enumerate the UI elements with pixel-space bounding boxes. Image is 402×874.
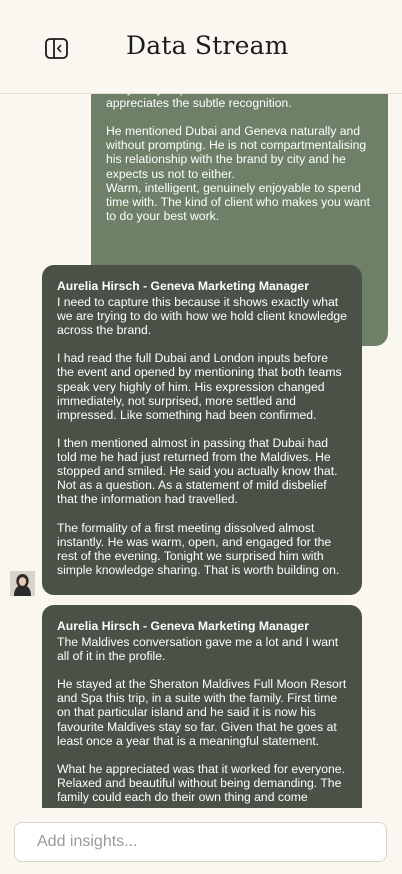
insight-input[interactable]: [14, 822, 387, 862]
message-paragraph: I then mentioned almost in passing that Dubai had told me he had just returned from the Maldives. He stopped and smiled. He said you actually know that. Not as a question. As a statement of mild disbelief that the information had travelled.: [57, 435, 338, 507]
message-paragraph: He mentioned Dubai and Geneva naturally and without prompting. He is not compartmentalising his relationship with the brand by city and he expects us not to either.: [106, 124, 367, 181]
avatar-portrait-icon: [10, 571, 35, 596]
insight-message-bubble: [42, 265, 362, 595]
message-paragraph: He stayed at the Sheraton Maldives Full Moon Resort and Spa this trip, in a suite with the family. First time on that particular island and he said it is now his favourite Maldives stay so far. Given that he goes at least once a year that is a meaningful statement.: [57, 677, 347, 748]
message-paragraph: appreciates the subtle recognition.: [106, 96, 292, 111]
message-paragraph: I need to capture this because it shows exactly what we are trying to do with how we hold client knowledge across the brand.: [57, 295, 347, 338]
sidebar-toggle-icon[interactable]: [44, 37, 70, 61]
message-paragraph: The formality of a first meeting dissolved almost instantly. He was warm, open, and engaged for the rest of the evening. Tonight we surprised him with simple knowledge sharing. That is worth building on.: [57, 520, 340, 577]
message-author: Aurelia Hirsch - Geneva Marketing Manager: [57, 619, 309, 633]
message-feed[interactable]: [0, 94, 402, 808]
message-paragraph: What he appreciated was that it worked for everyone. Relaxed and beautiful without being demanding. The family could each do their own thing and come: [57, 761, 345, 805]
message-paragraph: I had read the full Dubai and London inputs before the event and opened by mentioning that both teams speak very highly of him. His expression changed immediately, not surprised, more settled and impressed. Like something had been confirmed.: [57, 351, 342, 422]
composer-bar: [0, 808, 402, 874]
message-author: Aurelia Hirsch - Geneva Marketing Manager: [57, 279, 309, 293]
app-header: [0, 0, 402, 94]
author-avatar: [10, 571, 35, 596]
message-paragraph: Warm, intelligent, genuinely enjoyable to spend time with. The kind of client who makes you want to do your best work.: [106, 180, 370, 223]
page-title: Data Stream: [126, 31, 289, 60]
message-paragraph: The Maldives conversation gave me a lot and I want all of it in the profile.: [57, 635, 339, 664]
